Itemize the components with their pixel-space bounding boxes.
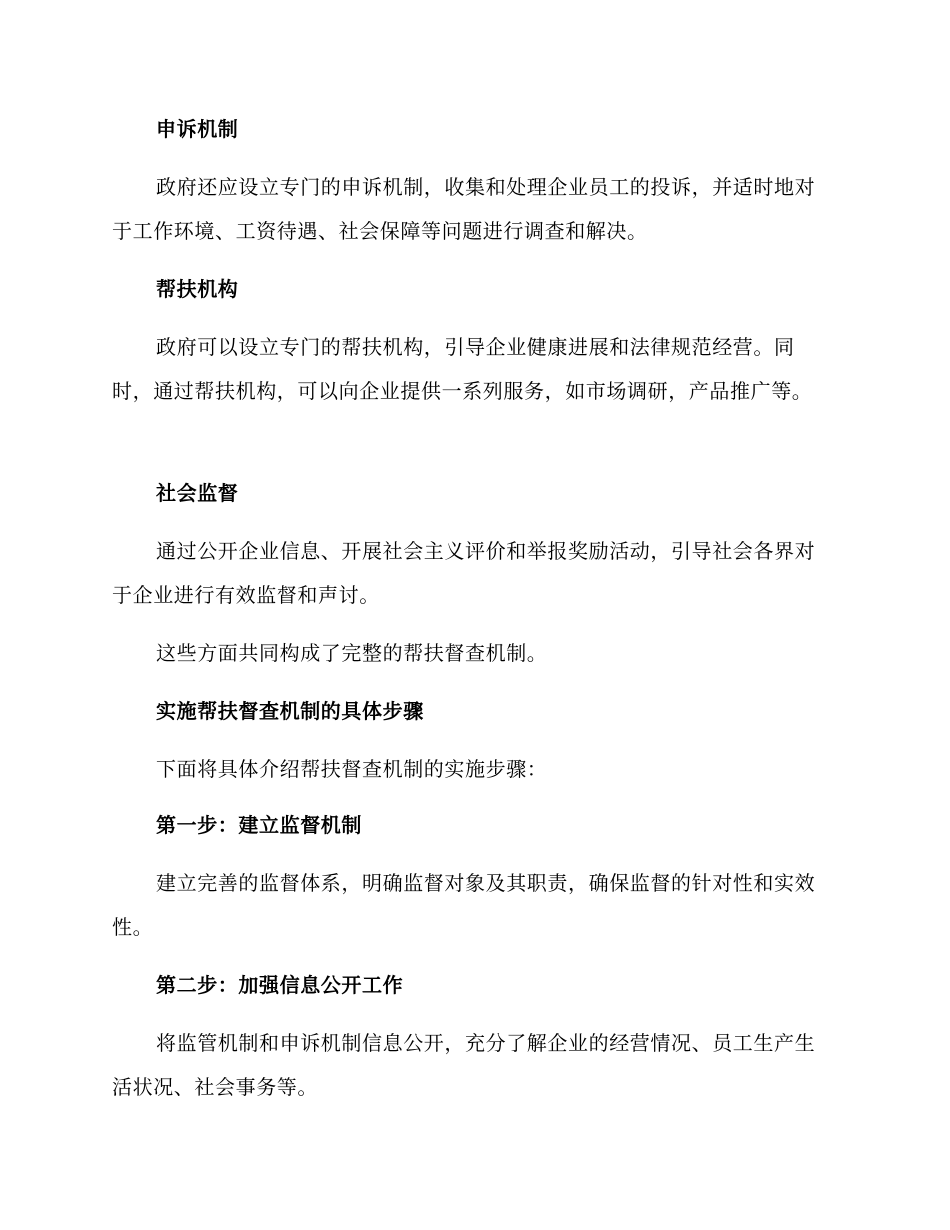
paragraph-step-two: 将监管机制和申诉机制信息公开，充分了解企业的经营情况、员工生产生活状况、社会事务等。 [112, 1031, 816, 1099]
paragraph-steps-intro: 下面将具体介绍帮扶督查机制的实施步骤： [156, 757, 548, 781]
paragraph-social-supervision: 通过公开企业信息、开展社会主义评价和举报奖励活动，引导社会各界对于企业进行有效监督和声讨。 [112, 539, 816, 607]
section-heading-step-two: 第二步：加强信息公开工作 [156, 973, 404, 997]
section-heading-support-agency: 帮扶机构 [156, 277, 239, 301]
section-heading-step-one: 第一步：建立监督机制 [156, 813, 362, 837]
section-heading-appeal: 申诉机制 [156, 117, 239, 141]
paragraph-support-agency: 政府可以设立专门的帮扶机构，引导企业健康进展和法律规范经营。同时，通过帮扶机构，可以向企业提供一系列服务，如市场调研，产品推广等。 [112, 335, 813, 403]
section-heading-social-supervision: 社会监督 [156, 481, 239, 505]
section-heading-implementation-steps: 实施帮扶督查机制的具体步骤 [156, 699, 424, 723]
paragraph-appeal: 政府还应设立专门的申诉机制，收集和处理企业员工的投诉，并适时地对于工作环境、工资待遇、社会保障等问题进行调查和解决。 [112, 175, 816, 243]
paragraph-step-one: 建立完善的监督体系，明确监督对象及其职责，确保监督的针对性和实效性。 [112, 871, 816, 939]
paragraph-summary: 这些方面共同构成了完整的帮扶督查机制。 [156, 641, 548, 665]
